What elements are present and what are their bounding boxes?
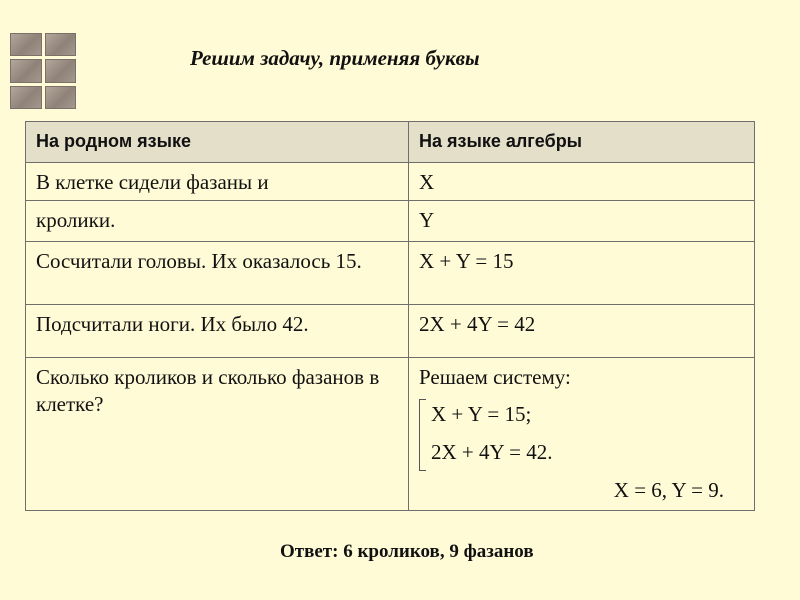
slide-logo-icon	[10, 33, 76, 109]
algebra-cell: 2X + 4Y = 42	[409, 305, 755, 358]
table-row	[26, 163, 755, 201]
table-row	[26, 358, 755, 511]
system-brace-icon	[419, 399, 426, 471]
answer-text: Ответ: 6 кроликов, 9 фазанов	[280, 541, 534, 562]
native-cell: Подсчитали ноги. Их было 42.	[26, 305, 409, 358]
table-row	[26, 242, 755, 305]
algebra-cell: X	[409, 163, 755, 201]
algebra-cell: X + Y = 15	[409, 242, 755, 305]
system-result: X = 6, Y = 9.	[613, 478, 724, 502]
question-cell: Сколько кроликов и сколько фазанов в клетке?	[26, 358, 409, 511]
table-header-row	[26, 122, 755, 163]
header-algebra-language: На языке алгебры	[409, 122, 755, 163]
header-native-language: На родном языке	[26, 122, 409, 163]
native-cell: кролики.	[26, 201, 409, 242]
native-cell: В клетке сидели фазаны и	[26, 163, 409, 201]
comparison-table	[25, 121, 755, 511]
equation-2: 2X + 4Y = 42.	[431, 440, 553, 464]
table-row	[26, 201, 755, 242]
equation-1: X + Y = 15;	[431, 402, 532, 426]
page-title: Решим задачу, применяя буквы	[190, 46, 480, 70]
solve-label: Решаем систему:	[419, 365, 571, 389]
table-row	[26, 305, 755, 358]
solution-cell	[409, 358, 755, 511]
native-cell: Сосчитали головы. Их оказалось 15.	[26, 242, 409, 305]
equation-system	[419, 395, 744, 471]
algebra-cell: Y	[409, 201, 755, 242]
